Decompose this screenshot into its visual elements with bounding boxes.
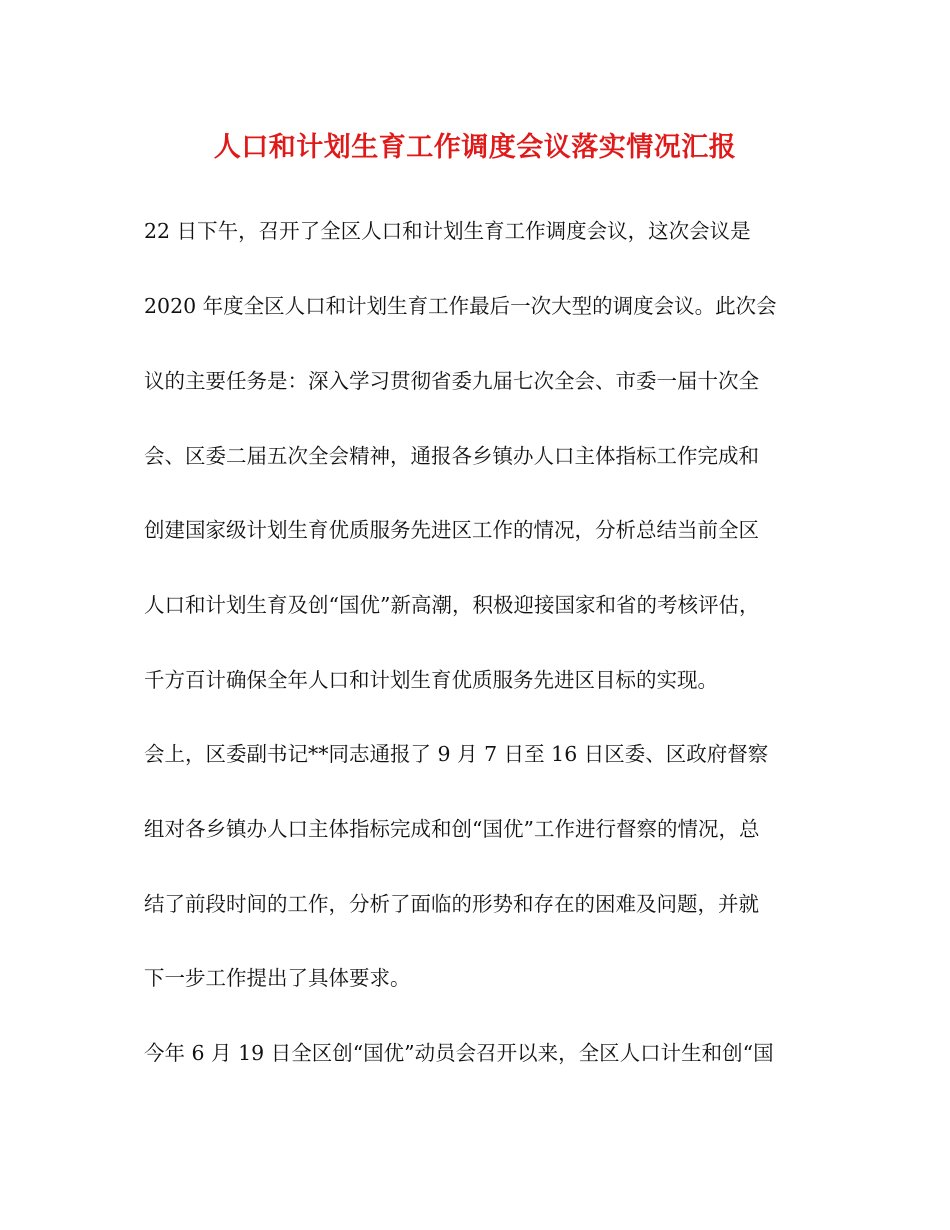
body-line-3: 议的主要任务是：深入学习贯彻省委九届七次全会、市委一届十次全 (144, 369, 759, 393)
body-line-8: 会上，区委副书记**同志通报了 9 月 7 日至 16 日区委、区政府督察 (144, 742, 769, 766)
document-title: 人口和计划生育工作调度会议落实情况汇报 (213, 132, 737, 163)
body-line-1: 22 日下午，召开了全区人口和计划生育工作调度会议，这次会议是 (144, 219, 751, 243)
body-line-11: 下一步工作提出了具体要求。 (144, 966, 411, 990)
body-line-5: 创建国家级计划生育优质服务先进区工作的情况，分析总结当前全区 (144, 518, 759, 542)
body-line-6: 人口和计划生育及创“国优”新高潮，积极迎接国家和省的考核评估， (144, 593, 760, 617)
body-line-7: 千方百计确保全年人口和计划生育优质服务先进区目标的实现。 (144, 668, 718, 692)
body-line-12: 今年 6 月 19 日全区创“国优”动员会召开以来，全区人口计生和创“国 (144, 1041, 774, 1065)
body-line-10: 结了前段时间的工作，分析了面临的形势和存在的困难及问题，并就 (144, 892, 759, 916)
body-line-9: 组对各乡镇办人口主体指标完成和创“国优”工作进行督察的情况，总 (144, 817, 760, 841)
body-line-4: 会、区委二届五次全会精神，通报各乡镇办人口主体指标工作完成和 (144, 444, 759, 468)
body-line-2: 2020 年度全区人口和计划生育工作最后一次大型的调度会议。此次会 (144, 294, 777, 318)
